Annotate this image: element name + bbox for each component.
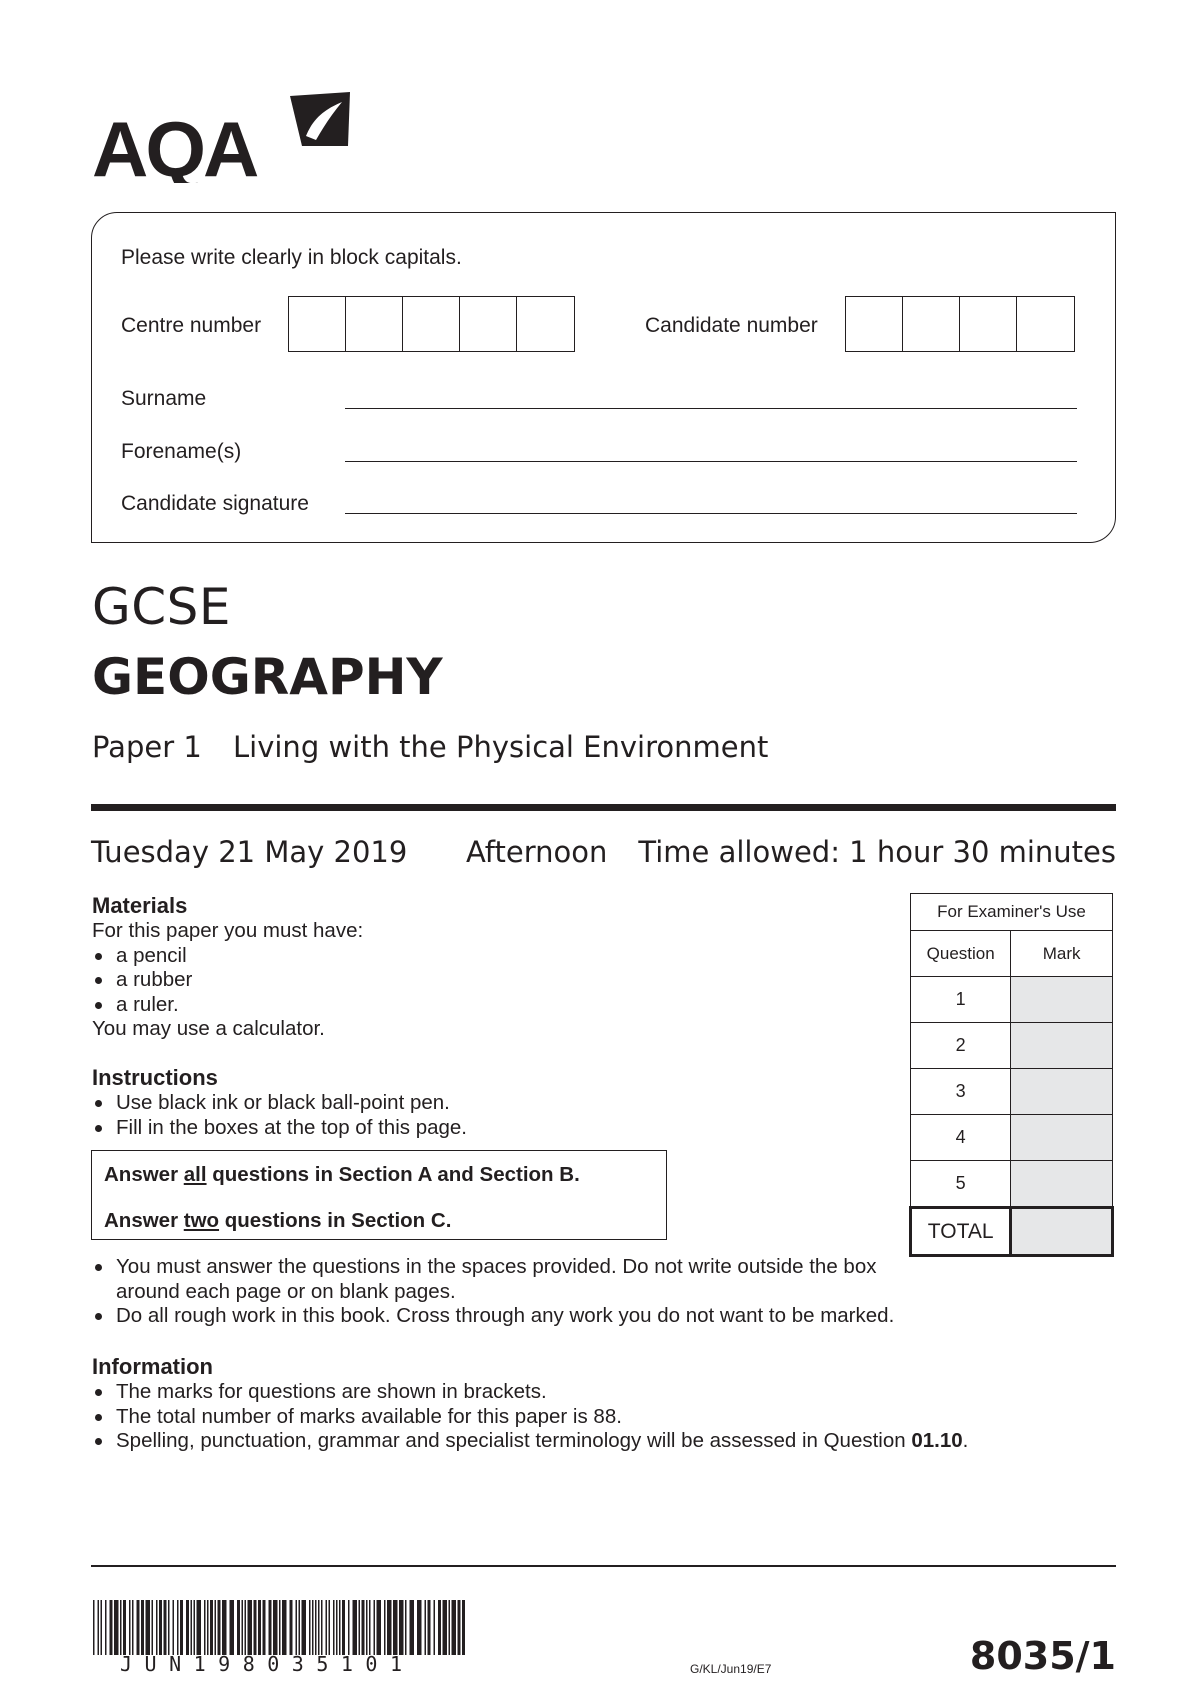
barcode-bar [449, 1600, 451, 1655]
barcode-bar [180, 1600, 183, 1655]
table-row [911, 1161, 1113, 1208]
barcode-bar [326, 1600, 328, 1655]
list-item: Use black ink or black ball-point pen. [92, 1091, 852, 1116]
paper-title: Living with the Physical Environment [233, 730, 769, 764]
barcode-bar [290, 1600, 293, 1655]
barcode-bar [156, 1600, 158, 1655]
barcode-bar [177, 1600, 179, 1655]
more-instructions [92, 1255, 1112, 1329]
barcode-bar [312, 1600, 314, 1655]
barcode-bar [242, 1600, 244, 1655]
barcode-bar [309, 1600, 311, 1655]
barcode-bar [258, 1600, 261, 1655]
forenames-field[interactable] [345, 461, 1077, 462]
centre-number-boxes[interactable] [288, 296, 575, 352]
barcode-bar [263, 1600, 266, 1655]
total-label: TOTAL [911, 1208, 1011, 1256]
barcode [93, 1600, 473, 1655]
barcode-bar [152, 1600, 154, 1655]
barcode-bar [318, 1600, 320, 1655]
question-number: 2 [911, 1023, 1011, 1069]
centre-number-label: Centre number [121, 314, 262, 337]
centre-number-digit[interactable] [403, 297, 460, 351]
barcode-bar [321, 1600, 323, 1655]
barcode-bar [218, 1600, 221, 1655]
barcode-bar [110, 1600, 113, 1655]
information-list [92, 1380, 1112, 1454]
barcode-bar [353, 1600, 358, 1655]
svg-text:AQA: AQA [92, 105, 257, 183]
signature-label: Candidate signature [121, 492, 309, 515]
barcode-bar [399, 1600, 404, 1655]
barcode-bar [248, 1600, 253, 1655]
barcode-bar [362, 1600, 365, 1655]
barcode-bar [296, 1600, 298, 1655]
list-item: Fill in the boxes at the top of this page. [92, 1116, 852, 1141]
barcode-bar [462, 1600, 465, 1655]
answer-instruction-line2: Answer two questions in Section C. [104, 1209, 452, 1232]
barcode-bar [137, 1600, 140, 1655]
barcode-bar [384, 1600, 386, 1655]
exam-session: Afternoon [466, 835, 608, 869]
barcode-bar [173, 1600, 175, 1655]
information-section [92, 1354, 1112, 1454]
barcode-bar [123, 1600, 126, 1655]
barcode-bar [302, 1600, 307, 1655]
barcode-bar [114, 1600, 119, 1655]
surname-field[interactable] [345, 408, 1077, 409]
table-row [911, 977, 1113, 1023]
barcode-bar [315, 1600, 317, 1655]
mark-cell [1011, 977, 1113, 1023]
barcode-bar [164, 1600, 167, 1655]
candidate-number-digit[interactable] [903, 297, 960, 351]
barcode-bar [215, 1600, 217, 1655]
calculator-note: You may use a calculator. [92, 1017, 325, 1040]
barcode-bar [339, 1600, 341, 1655]
barcode-bar [159, 1600, 162, 1655]
barcode-bar [458, 1600, 461, 1655]
materials-intro: For this paper you must have: [92, 919, 364, 942]
block-capitals-instruction: Please write clearly in block capitals. [121, 246, 462, 269]
qualification-title: GCSE [92, 578, 231, 636]
materials-heading: Materials [92, 893, 188, 918]
barcode-bar [434, 1600, 436, 1655]
barcode-bar [410, 1600, 415, 1655]
barcode-bar [428, 1600, 431, 1655]
instructions-heading: Instructions [92, 1065, 218, 1090]
table-row [911, 1069, 1113, 1115]
list-item: a ruler. [92, 993, 852, 1018]
barcode-bar [336, 1600, 338, 1655]
examiners-use-heading: For Examiner's Use [911, 894, 1113, 931]
list-item: Spelling, punctuation, grammar and specialist terminology will be assessed in Question 01.10. [92, 1429, 1112, 1454]
barcode-bar [222, 1600, 227, 1655]
barcode-bar [194, 1600, 196, 1655]
barcode-bar [333, 1600, 335, 1655]
forenames-label: Forename(s) [121, 440, 242, 463]
time-allowed: Time allowed: 1 hour 30 minutes [638, 835, 1116, 869]
barcode-bar [348, 1600, 350, 1655]
question-number: 4 [911, 1115, 1011, 1161]
candidate-number-label: Candidate number [645, 314, 818, 337]
barcode-bar [101, 1600, 103, 1655]
barcode-bar [342, 1600, 345, 1655]
mark-cell [1011, 1023, 1113, 1069]
list-item: The total number of marks available for this paper is 88. [92, 1405, 1112, 1430]
barcode-bar [438, 1600, 441, 1655]
examiners-use-table [909, 893, 1114, 1257]
candidate-number-digit[interactable] [846, 297, 903, 351]
barcode-bar [93, 1600, 95, 1655]
barcode-bar [377, 1600, 382, 1655]
barcode-bar [197, 1600, 202, 1655]
barcode-bar [329, 1600, 331, 1655]
barcode-bar [299, 1600, 301, 1655]
candidate-number-digit[interactable] [1017, 297, 1074, 351]
paper-code: 8035/1 [969, 1634, 1116, 1678]
exam-date: Tuesday 21 May 2019 [91, 835, 408, 869]
barcode-bar [168, 1600, 170, 1655]
answer-instruction-box [91, 1150, 667, 1240]
barcode-bar [230, 1600, 235, 1655]
barcode-bar [273, 1600, 278, 1655]
question-number: 5 [911, 1161, 1011, 1208]
barcode-bar [105, 1600, 107, 1655]
materials-list [92, 944, 852, 1018]
instructions-list [92, 1091, 852, 1140]
barcode-bar [141, 1600, 144, 1655]
barcode-bar [279, 1600, 281, 1655]
barcode-bar [132, 1600, 134, 1655]
barcode-bar [269, 1600, 272, 1655]
title-divider [91, 804, 1116, 811]
mark-column-header: Mark [1011, 931, 1113, 977]
barcode-bar [374, 1600, 376, 1655]
mark-cell [1011, 1069, 1113, 1115]
subject-title: GEOGRAPHY [92, 648, 443, 706]
answer-instruction-line1: Answer all questions in Section A and Section B. [104, 1163, 580, 1186]
barcode-bar [359, 1600, 361, 1655]
barcode-bar [254, 1600, 257, 1655]
barcode-bar [146, 1600, 151, 1655]
paper-number: Paper 1 [92, 730, 202, 764]
instructions-section [92, 1065, 852, 1140]
barcode-bar [191, 1600, 193, 1655]
centre-number-digit[interactable] [346, 297, 403, 351]
barcode-bar [443, 1600, 448, 1655]
candidate-details-box [91, 212, 1116, 543]
barcode-bar [129, 1600, 131, 1655]
information-heading: Information [92, 1354, 213, 1379]
barcode-bar [120, 1600, 122, 1655]
barcode-bar [210, 1600, 213, 1655]
barcode-bar [98, 1600, 100, 1655]
materials-section [92, 893, 852, 1042]
question-number: 1 [911, 977, 1011, 1023]
question-column-header: Question [911, 931, 1011, 977]
list-item: The marks for questions are shown in brackets. [92, 1380, 1112, 1405]
centre-number-digit[interactable] [289, 297, 346, 351]
barcode-number: JUN198035101 [120, 1652, 415, 1676]
aqa-logo [92, 88, 362, 183]
barcode-bar [387, 1600, 392, 1655]
barcode-bars [93, 1600, 473, 1655]
list-item: Do all rough work in this book. Cross through any work you do not want to be marked. [92, 1304, 1112, 1329]
surname-label: Surname [121, 387, 207, 410]
barcode-bar [282, 1600, 287, 1655]
total-row [911, 1208, 1113, 1256]
barcode-bar [405, 1600, 407, 1655]
table-row [911, 1023, 1113, 1069]
list-item: a rubber [92, 968, 852, 993]
list-item: You must answer the questions in the spaces provided. Do not write outside the box around each page or on blank pages. [92, 1255, 906, 1304]
total-mark-cell [1011, 1208, 1113, 1256]
mark-cell [1011, 1161, 1113, 1208]
barcode-bar [369, 1600, 371, 1655]
candidate-number-digit[interactable] [960, 297, 1017, 351]
barcode-bar [237, 1600, 240, 1655]
barcode-bar [366, 1600, 368, 1655]
list-item: a pencil [92, 944, 852, 969]
barcode-bar [186, 1600, 189, 1655]
centre-number-digit[interactable] [460, 297, 517, 351]
barcode-bar [425, 1600, 427, 1655]
barcode-bar [207, 1600, 209, 1655]
barcode-bar [245, 1600, 247, 1655]
barcode-bar [417, 1600, 422, 1655]
mark-cell [1011, 1115, 1113, 1161]
signature-field[interactable] [345, 513, 1077, 514]
question-number: 3 [911, 1069, 1011, 1115]
footer-divider [91, 1565, 1116, 1567]
candidate-number-boxes[interactable] [845, 296, 1075, 352]
centre-number-digit[interactable] [517, 297, 574, 351]
barcode-bar [393, 1600, 398, 1655]
barcode-bar [204, 1600, 206, 1655]
reference-code: G/KL/Jun19/E7 [690, 1662, 772, 1676]
table-row [911, 1115, 1113, 1161]
barcode-bar [452, 1600, 457, 1655]
